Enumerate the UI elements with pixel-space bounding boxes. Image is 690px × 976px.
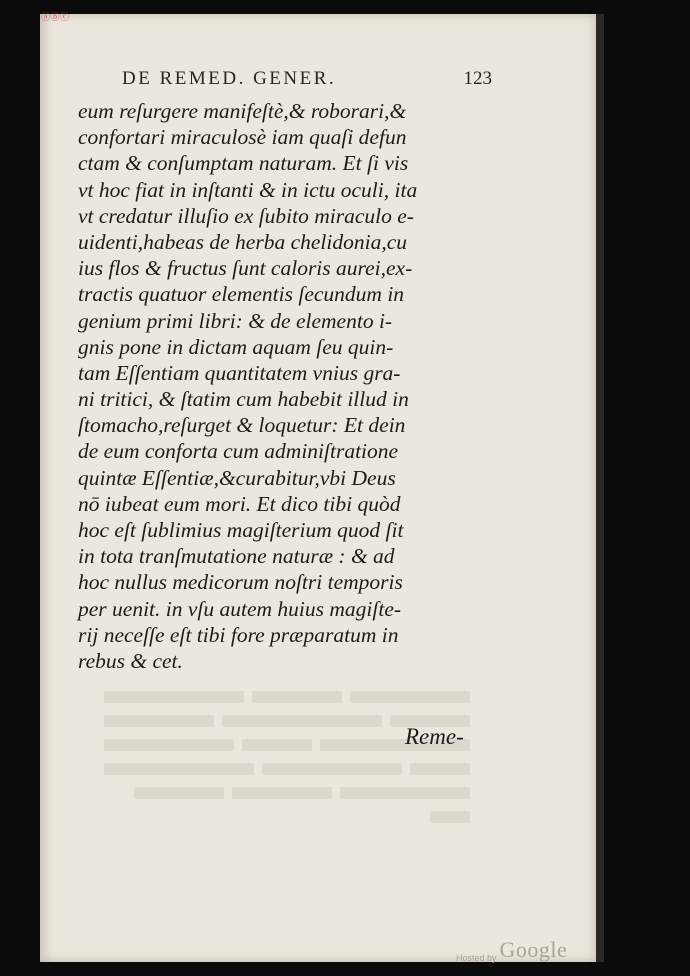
text-line: vt hoc fiat in inſtanti & in ictu oculi, ita	[78, 177, 418, 202]
google-logo: Google	[499, 937, 568, 962]
text-line: vt credatur illuſio ex ſubito miraculo e-	[78, 203, 414, 228]
text-line: ius flos & fructus ſunt caloris aurei,ex-	[78, 256, 413, 281]
text-line: nō iubeat eum mori. Et dico tibi quòd	[78, 491, 401, 516]
text-line: gnis pone in dictam aquam ſeu quin-	[78, 334, 394, 359]
text-line: hoc nullus medicorum noſtri temporis	[78, 570, 403, 595]
text-line: rij neceſſe eſt tibi fore præparatum in	[78, 622, 399, 647]
page-right-edge	[596, 14, 604, 962]
running-head-title: DE REMED. GENER.	[122, 68, 337, 89]
text-line: ctam & conſumptam naturam. Et ſi vis	[78, 151, 409, 176]
show-through-text	[70, 685, 470, 835]
text-line: ſtomacho,reſurget & loquetur: Et dein	[78, 413, 406, 438]
page-number: 123	[463, 68, 492, 89]
text-line: in tota tranſmutatione naturæ : & ad	[78, 544, 395, 569]
text-line: confortari miraculosè iam quaſi defun	[78, 125, 407, 150]
running-head	[122, 68, 492, 94]
hosted-by-watermark	[456, 937, 567, 961]
text-line: tam Eſſentiam quantitatem vnius gra-	[78, 360, 401, 385]
text-line: hoc eſt ſublimius magiſterium quod ſit	[78, 518, 404, 542]
text-line: tractis quatuor elementis ſecundum in	[78, 282, 405, 307]
body-text	[78, 98, 498, 674]
text-line: eum reſurgere manifeſtè,& roborari,&	[78, 99, 407, 123]
catchword: Reme-	[405, 724, 464, 749]
text-line: per uenit. in vſu autem huius magiſte-	[78, 596, 402, 621]
text-line: genium primi libri: & de elemento i-	[78, 308, 393, 333]
text-line: ni tritici, & ſtatim cum habebit illud in	[78, 387, 409, 412]
text-line: quintæ Eſſentiæ,&curabitur,vbi Deus	[78, 465, 396, 490]
text-line: de eum conforta cum adminiſtratione	[78, 439, 399, 464]
hosted-by-label: Hosted by	[456, 953, 497, 963]
text-line: uidenti,habeas de herba chelidonia,cu	[78, 229, 407, 254]
corner-mark: ⓐⓑⓒ	[41, 13, 70, 23]
text-line: rebus & cet.	[78, 648, 183, 673]
